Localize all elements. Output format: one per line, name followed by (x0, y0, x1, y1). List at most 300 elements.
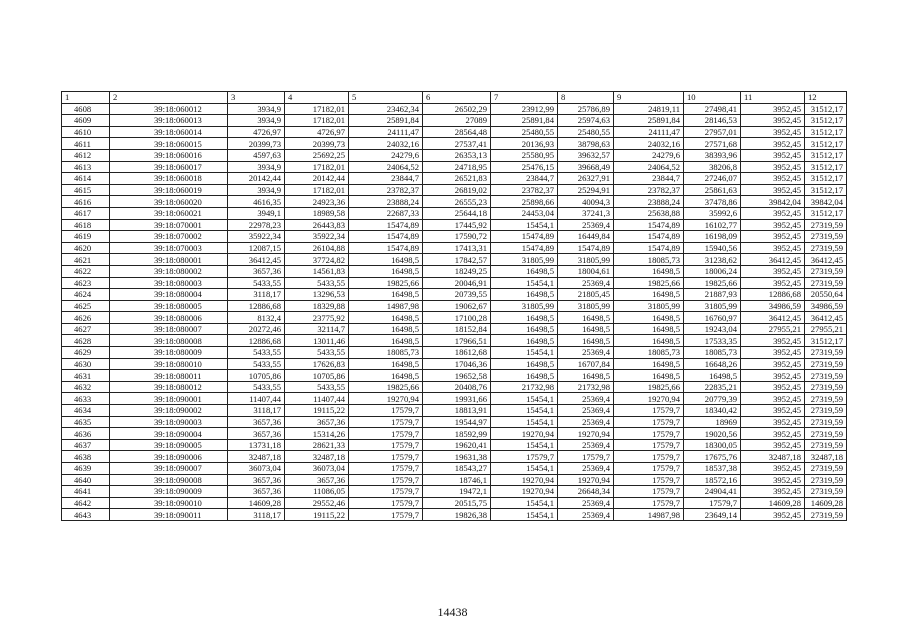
table-row (62, 161, 847, 173)
value-cell: 19825,66 (614, 277, 684, 289)
value-cell: 16498,5 (491, 312, 558, 324)
cadastral-number-cell: 39:18:090005 (110, 439, 228, 451)
value-cell: 27089 (423, 115, 491, 127)
value-cell: 18300,05 (684, 439, 741, 451)
value-cell: 3952,45 (741, 207, 805, 219)
value-cell: 31805,99 (558, 300, 614, 312)
value-cell: 18813,91 (423, 405, 491, 417)
row-number-cell: 4613 (62, 161, 110, 173)
value-cell: 24819,11 (614, 103, 684, 115)
value-cell: 17579,7 (614, 428, 684, 440)
value-cell: 16498,5 (684, 370, 741, 382)
value-cell: 19826,38 (423, 509, 491, 521)
value-cell: 16498,5 (491, 335, 558, 347)
value-cell: 31805,99 (491, 300, 558, 312)
value-cell: 25369,4 (558, 393, 614, 405)
value-cell: 3934,9 (228, 161, 285, 173)
value-cell: 27319,59 (805, 405, 847, 417)
value-cell: 37478,86 (684, 196, 741, 208)
cadastral-value-table (61, 91, 847, 521)
value-cell: 39842,04 (805, 196, 847, 208)
value-cell: 14987,98 (614, 509, 684, 521)
value-cell: 24111,47 (614, 126, 684, 138)
value-cell: 31512,17 (805, 149, 847, 161)
cadastral-number-cell: 39:18:060019 (110, 184, 228, 196)
table-row (62, 277, 847, 289)
value-cell: 25861,63 (684, 184, 741, 196)
value-cell: 17579,7 (349, 428, 423, 440)
value-cell: 19631,38 (423, 451, 491, 463)
value-cell: 26648,34 (558, 486, 614, 498)
cadastral-number-cell: 39:18:060012 (110, 103, 228, 115)
value-cell: 18989,58 (285, 207, 349, 219)
table-body (62, 92, 847, 521)
row-number-cell: 4630 (62, 358, 110, 370)
value-cell: 3952,45 (741, 126, 805, 138)
value-cell: 27955,21 (805, 323, 847, 335)
value-cell: 18004,61 (558, 265, 614, 277)
cadastral-number-cell: 39:18:090002 (110, 405, 228, 417)
value-cell: 25369,4 (558, 497, 614, 509)
value-cell: 39632,57 (558, 149, 614, 161)
value-cell: 19270,94 (558, 474, 614, 486)
value-cell: 5433,55 (228, 358, 285, 370)
value-cell: 19270,94 (491, 474, 558, 486)
value-cell: 17590,72 (423, 231, 491, 243)
value-cell: 16498,5 (491, 265, 558, 277)
value-cell: 24453,04 (491, 207, 558, 219)
value-cell: 27319,59 (805, 463, 847, 475)
value-cell: 25294,91 (558, 184, 614, 196)
value-cell: 18085,73 (349, 347, 423, 359)
value-cell: 18746,1 (423, 474, 491, 486)
value-cell: 16760,97 (684, 312, 741, 324)
value-cell: 27955,21 (741, 323, 805, 335)
value-cell: 25369,4 (558, 439, 614, 451)
value-cell: 19270,94 (491, 428, 558, 440)
value-cell: 17579,7 (349, 474, 423, 486)
value-cell: 19931,66 (423, 393, 491, 405)
value-cell: 40094,3 (558, 196, 614, 208)
value-cell: 3934,9 (228, 184, 285, 196)
value-cell: 15474,89 (491, 231, 558, 243)
value-cell: 18572,16 (684, 474, 741, 486)
value-cell: 3952,45 (741, 509, 805, 521)
value-cell: 16498,5 (349, 254, 423, 266)
cadastral-number-cell: 39:18:080006 (110, 312, 228, 324)
row-number-cell: 4642 (62, 497, 110, 509)
cadastral-number-cell: 39:18:060020 (110, 196, 228, 208)
value-cell: 20779,39 (684, 393, 741, 405)
value-cell: 3952,45 (741, 393, 805, 405)
column-header: 12 (805, 92, 847, 104)
value-cell: 38206,8 (684, 161, 741, 173)
cadastral-number-cell: 39:18:090009 (110, 486, 228, 498)
value-cell: 18085,73 (684, 347, 741, 359)
cadastral-number-cell: 39:18:090003 (110, 416, 228, 428)
value-cell: 15474,89 (614, 231, 684, 243)
value-cell: 32487,18 (228, 451, 285, 463)
row-number-cell: 4631 (62, 370, 110, 382)
value-cell: 15454,1 (491, 347, 558, 359)
row-number-cell: 4643 (62, 509, 110, 521)
table-row (62, 405, 847, 417)
value-cell: 16449,84 (558, 231, 614, 243)
value-cell: 18612,68 (423, 347, 491, 359)
row-number-cell: 4609 (62, 115, 110, 127)
value-cell: 17579,7 (614, 416, 684, 428)
value-cell: 34986,59 (741, 300, 805, 312)
cadastral-number-cell: 39:18:090011 (110, 509, 228, 521)
value-cell: 27246,07 (684, 173, 741, 185)
value-cell: 24064,52 (349, 161, 423, 173)
table-row (62, 439, 847, 451)
row-number-cell: 4636 (62, 428, 110, 440)
value-cell: 17533,35 (684, 335, 741, 347)
value-cell: 36073,04 (285, 463, 349, 475)
value-cell: 15474,89 (614, 219, 684, 231)
value-cell: 21887,93 (684, 289, 741, 301)
table-row (62, 428, 847, 440)
cadastral-number-cell: 39:18:070001 (110, 219, 228, 231)
value-cell: 17579,7 (614, 439, 684, 451)
value-cell: 26327,91 (558, 173, 614, 185)
value-cell: 19544,97 (423, 416, 491, 428)
value-cell: 3118,17 (228, 509, 285, 521)
value-cell: 21805,45 (558, 289, 614, 301)
value-cell: 3952,45 (741, 405, 805, 417)
row-number-cell: 4614 (62, 173, 110, 185)
value-cell: 23782,37 (491, 184, 558, 196)
value-cell: 3118,17 (228, 289, 285, 301)
value-cell: 31805,99 (491, 254, 558, 266)
value-cell: 31512,17 (805, 173, 847, 185)
table-row (62, 103, 847, 115)
cadastral-number-cell: 39:18:080012 (110, 381, 228, 393)
value-cell: 21732,98 (558, 381, 614, 393)
value-cell: 34986,59 (805, 300, 847, 312)
page-number: 14438 (437, 605, 468, 619)
value-cell: 16498,5 (349, 358, 423, 370)
value-cell: 3657,36 (228, 265, 285, 277)
value-cell: 3657,36 (285, 416, 349, 428)
value-cell: 25580,95 (491, 149, 558, 161)
value-cell: 24111,47 (349, 126, 423, 138)
value-cell: 3952,45 (741, 265, 805, 277)
value-cell: 3952,45 (741, 486, 805, 498)
value-cell: 28146,53 (684, 115, 741, 127)
value-cell: 16498,5 (614, 289, 684, 301)
value-cell: 38798,63 (558, 138, 614, 150)
value-cell: 16102,77 (684, 219, 741, 231)
value-cell: 25480,55 (558, 126, 614, 138)
value-cell: 15454,1 (491, 393, 558, 405)
value-cell: 25891,84 (349, 115, 423, 127)
value-cell: 3952,45 (741, 370, 805, 382)
value-cell: 17182,01 (285, 103, 349, 115)
value-cell: 36412,45 (741, 312, 805, 324)
value-cell: 25638,88 (614, 207, 684, 219)
value-cell: 31238,62 (684, 254, 741, 266)
cadastral-number-cell: 39:18:060018 (110, 173, 228, 185)
value-cell: 15454,1 (491, 405, 558, 417)
value-cell: 12886,68 (741, 289, 805, 301)
value-cell: 16498,5 (491, 370, 558, 382)
value-cell: 10705,86 (228, 370, 285, 382)
value-cell: 15454,1 (491, 439, 558, 451)
cadastral-number-cell: 39:18:080004 (110, 289, 228, 301)
value-cell: 15474,89 (491, 242, 558, 254)
value-cell: 27537,41 (423, 138, 491, 150)
row-number-cell: 4625 (62, 300, 110, 312)
value-cell: 25692,25 (285, 149, 349, 161)
value-cell: 18543,27 (423, 463, 491, 475)
table-row (62, 173, 847, 185)
value-cell: 32487,18 (285, 451, 349, 463)
value-cell: 17579,7 (349, 405, 423, 417)
value-cell: 3657,36 (228, 486, 285, 498)
cadastral-number-cell: 39:18:090001 (110, 393, 228, 405)
value-cell: 19115,22 (285, 509, 349, 521)
row-number-cell: 4637 (62, 439, 110, 451)
value-cell: 14987,98 (349, 300, 423, 312)
value-cell: 14609,28 (228, 497, 285, 509)
value-cell: 16498,5 (491, 358, 558, 370)
value-cell: 16648,26 (684, 358, 741, 370)
value-cell: 15454,1 (491, 219, 558, 231)
value-cell: 15454,1 (491, 277, 558, 289)
value-cell: 17626,83 (285, 358, 349, 370)
row-number-cell: 4638 (62, 451, 110, 463)
value-cell: 27571,68 (684, 138, 741, 150)
value-cell: 25898,66 (491, 196, 558, 208)
value-cell: 3952,45 (741, 428, 805, 440)
column-header: 5 (349, 92, 423, 104)
value-cell: 17579,7 (684, 497, 741, 509)
value-cell: 16498,5 (614, 265, 684, 277)
value-cell: 37241,3 (558, 207, 614, 219)
table-row (62, 463, 847, 475)
value-cell: 3952,45 (741, 335, 805, 347)
value-cell: 19472,1 (423, 486, 491, 498)
table-row (62, 265, 847, 277)
value-cell: 17675,76 (684, 451, 741, 463)
row-number-cell: 4633 (62, 393, 110, 405)
value-cell: 17579,7 (349, 439, 423, 451)
table-row (62, 416, 847, 428)
row-number-cell: 4623 (62, 277, 110, 289)
value-cell: 19115,22 (285, 405, 349, 417)
value-cell: 27319,59 (805, 347, 847, 359)
value-cell: 20136,93 (491, 138, 558, 150)
cadastral-number-cell: 39:18:090010 (110, 497, 228, 509)
value-cell: 15940,56 (684, 242, 741, 254)
value-cell: 20399,73 (228, 138, 285, 150)
value-cell: 5433,55 (228, 381, 285, 393)
row-number-cell: 4622 (62, 265, 110, 277)
value-cell: 36412,45 (228, 254, 285, 266)
value-cell: 16498,5 (558, 335, 614, 347)
value-cell: 8132,4 (228, 312, 285, 324)
value-cell: 32487,18 (805, 451, 847, 463)
cadastral-number-cell: 39:18:080001 (110, 254, 228, 266)
value-cell: 31805,99 (614, 300, 684, 312)
value-cell: 15454,1 (491, 509, 558, 521)
value-cell: 20550,64 (805, 289, 847, 301)
cadastral-number-cell: 39:18:080008 (110, 335, 228, 347)
value-cell: 13296,53 (285, 289, 349, 301)
value-cell: 3952,45 (741, 463, 805, 475)
column-header: 10 (684, 92, 741, 104)
value-cell: 23844,7 (349, 173, 423, 185)
value-cell: 17579,7 (349, 451, 423, 463)
value-cell: 3952,45 (741, 173, 805, 185)
table-row (62, 393, 847, 405)
value-cell: 5433,55 (285, 381, 349, 393)
value-cell: 31512,17 (805, 126, 847, 138)
value-cell: 15454,1 (491, 416, 558, 428)
table-row (62, 149, 847, 161)
cadastral-number-cell: 39:18:070002 (110, 231, 228, 243)
value-cell: 17579,7 (614, 463, 684, 475)
value-cell: 3118,17 (228, 405, 285, 417)
value-cell: 18537,38 (684, 463, 741, 475)
cadastral-number-cell: 39:18:080011 (110, 370, 228, 382)
value-cell: 11407,44 (285, 393, 349, 405)
value-cell: 16498,5 (349, 335, 423, 347)
value-cell: 19270,94 (614, 393, 684, 405)
value-cell: 31805,99 (684, 300, 741, 312)
value-cell: 17579,7 (491, 451, 558, 463)
value-cell: 25891,84 (614, 115, 684, 127)
table-row (62, 300, 847, 312)
value-cell: 27319,59 (805, 231, 847, 243)
value-cell: 3952,45 (741, 358, 805, 370)
row-number-cell: 4617 (62, 207, 110, 219)
column-header: 11 (741, 92, 805, 104)
value-cell: 19825,66 (614, 381, 684, 393)
cadastral-number-cell: 39:18:080007 (110, 323, 228, 335)
value-cell: 26353,13 (423, 149, 491, 161)
value-cell: 16707,84 (558, 358, 614, 370)
value-cell: 36412,45 (741, 254, 805, 266)
value-cell: 5433,55 (285, 277, 349, 289)
value-cell: 37724,82 (285, 254, 349, 266)
value-cell: 23912,99 (491, 103, 558, 115)
cadastral-number-cell: 39:18:060013 (110, 115, 228, 127)
value-cell: 25786,89 (558, 103, 614, 115)
value-cell: 3952,45 (741, 381, 805, 393)
cadastral-number-cell: 39:18:090007 (110, 463, 228, 475)
row-number-cell: 4632 (62, 381, 110, 393)
table-row (62, 254, 847, 266)
cadastral-number-cell: 39:18:070003 (110, 242, 228, 254)
value-cell: 25369,4 (558, 405, 614, 417)
row-number-cell: 4618 (62, 219, 110, 231)
value-cell: 17579,7 (614, 474, 684, 486)
value-cell: 25369,4 (558, 347, 614, 359)
value-cell: 25480,55 (491, 126, 558, 138)
value-cell: 15474,89 (349, 219, 423, 231)
column-header: 2 (110, 92, 228, 104)
value-cell: 24032,16 (349, 138, 423, 150)
value-cell: 16498,5 (614, 358, 684, 370)
table-row (62, 196, 847, 208)
value-cell: 3952,45 (741, 231, 805, 243)
row-number-cell: 4628 (62, 335, 110, 347)
table-row (62, 451, 847, 463)
value-cell: 19062,67 (423, 300, 491, 312)
value-cell: 16498,5 (349, 323, 423, 335)
value-cell: 27319,59 (805, 486, 847, 498)
value-cell: 23775,92 (285, 312, 349, 324)
value-cell: 25369,4 (558, 463, 614, 475)
value-cell: 17579,7 (614, 405, 684, 417)
value-cell: 16498,5 (614, 335, 684, 347)
cadastral-number-cell: 39:18:090008 (110, 474, 228, 486)
value-cell: 3952,45 (741, 439, 805, 451)
value-cell: 27319,59 (805, 242, 847, 254)
value-cell: 23782,37 (349, 184, 423, 196)
value-cell: 27319,59 (805, 265, 847, 277)
value-cell: 25369,4 (558, 509, 614, 521)
value-cell: 25974,63 (558, 115, 614, 127)
table-row (62, 497, 847, 509)
value-cell: 20272,46 (228, 323, 285, 335)
table-row (62, 184, 847, 196)
value-cell: 3952,45 (741, 347, 805, 359)
row-number-cell: 4626 (62, 312, 110, 324)
value-cell: 17579,7 (349, 416, 423, 428)
value-cell: 3952,45 (741, 474, 805, 486)
value-cell: 26443,83 (285, 219, 349, 231)
value-cell: 11407,44 (228, 393, 285, 405)
value-cell: 36412,45 (805, 312, 847, 324)
value-cell: 5433,55 (285, 347, 349, 359)
value-cell: 23844,7 (491, 173, 558, 185)
value-cell: 26819,02 (423, 184, 491, 196)
value-cell: 3952,45 (741, 149, 805, 161)
value-cell: 17182,01 (285, 161, 349, 173)
value-cell: 17579,7 (349, 486, 423, 498)
value-cell: 15474,89 (558, 242, 614, 254)
value-cell: 39668,49 (558, 161, 614, 173)
value-cell: 17966,51 (423, 335, 491, 347)
value-cell: 15454,1 (491, 497, 558, 509)
table-row (62, 126, 847, 138)
row-number-cell: 4616 (62, 196, 110, 208)
table-row (62, 358, 847, 370)
row-number-cell: 4620 (62, 242, 110, 254)
table-row (62, 138, 847, 150)
value-cell: 3934,9 (228, 115, 285, 127)
value-cell: 16498,5 (558, 370, 614, 382)
row-number-cell: 4610 (62, 126, 110, 138)
value-cell: 5433,55 (228, 347, 285, 359)
value-cell: 20142,44 (285, 173, 349, 185)
table-row (62, 289, 847, 301)
table-row (62, 323, 847, 335)
value-cell: 12087,15 (228, 242, 285, 254)
table-header-row (62, 92, 847, 104)
value-cell: 27319,59 (805, 358, 847, 370)
column-header: 4 (285, 92, 349, 104)
table-row (62, 509, 847, 521)
value-cell: 27319,59 (805, 381, 847, 393)
table-row (62, 242, 847, 254)
value-cell: 20408,76 (423, 381, 491, 393)
cadastral-number-cell: 39:18:080002 (110, 265, 228, 277)
